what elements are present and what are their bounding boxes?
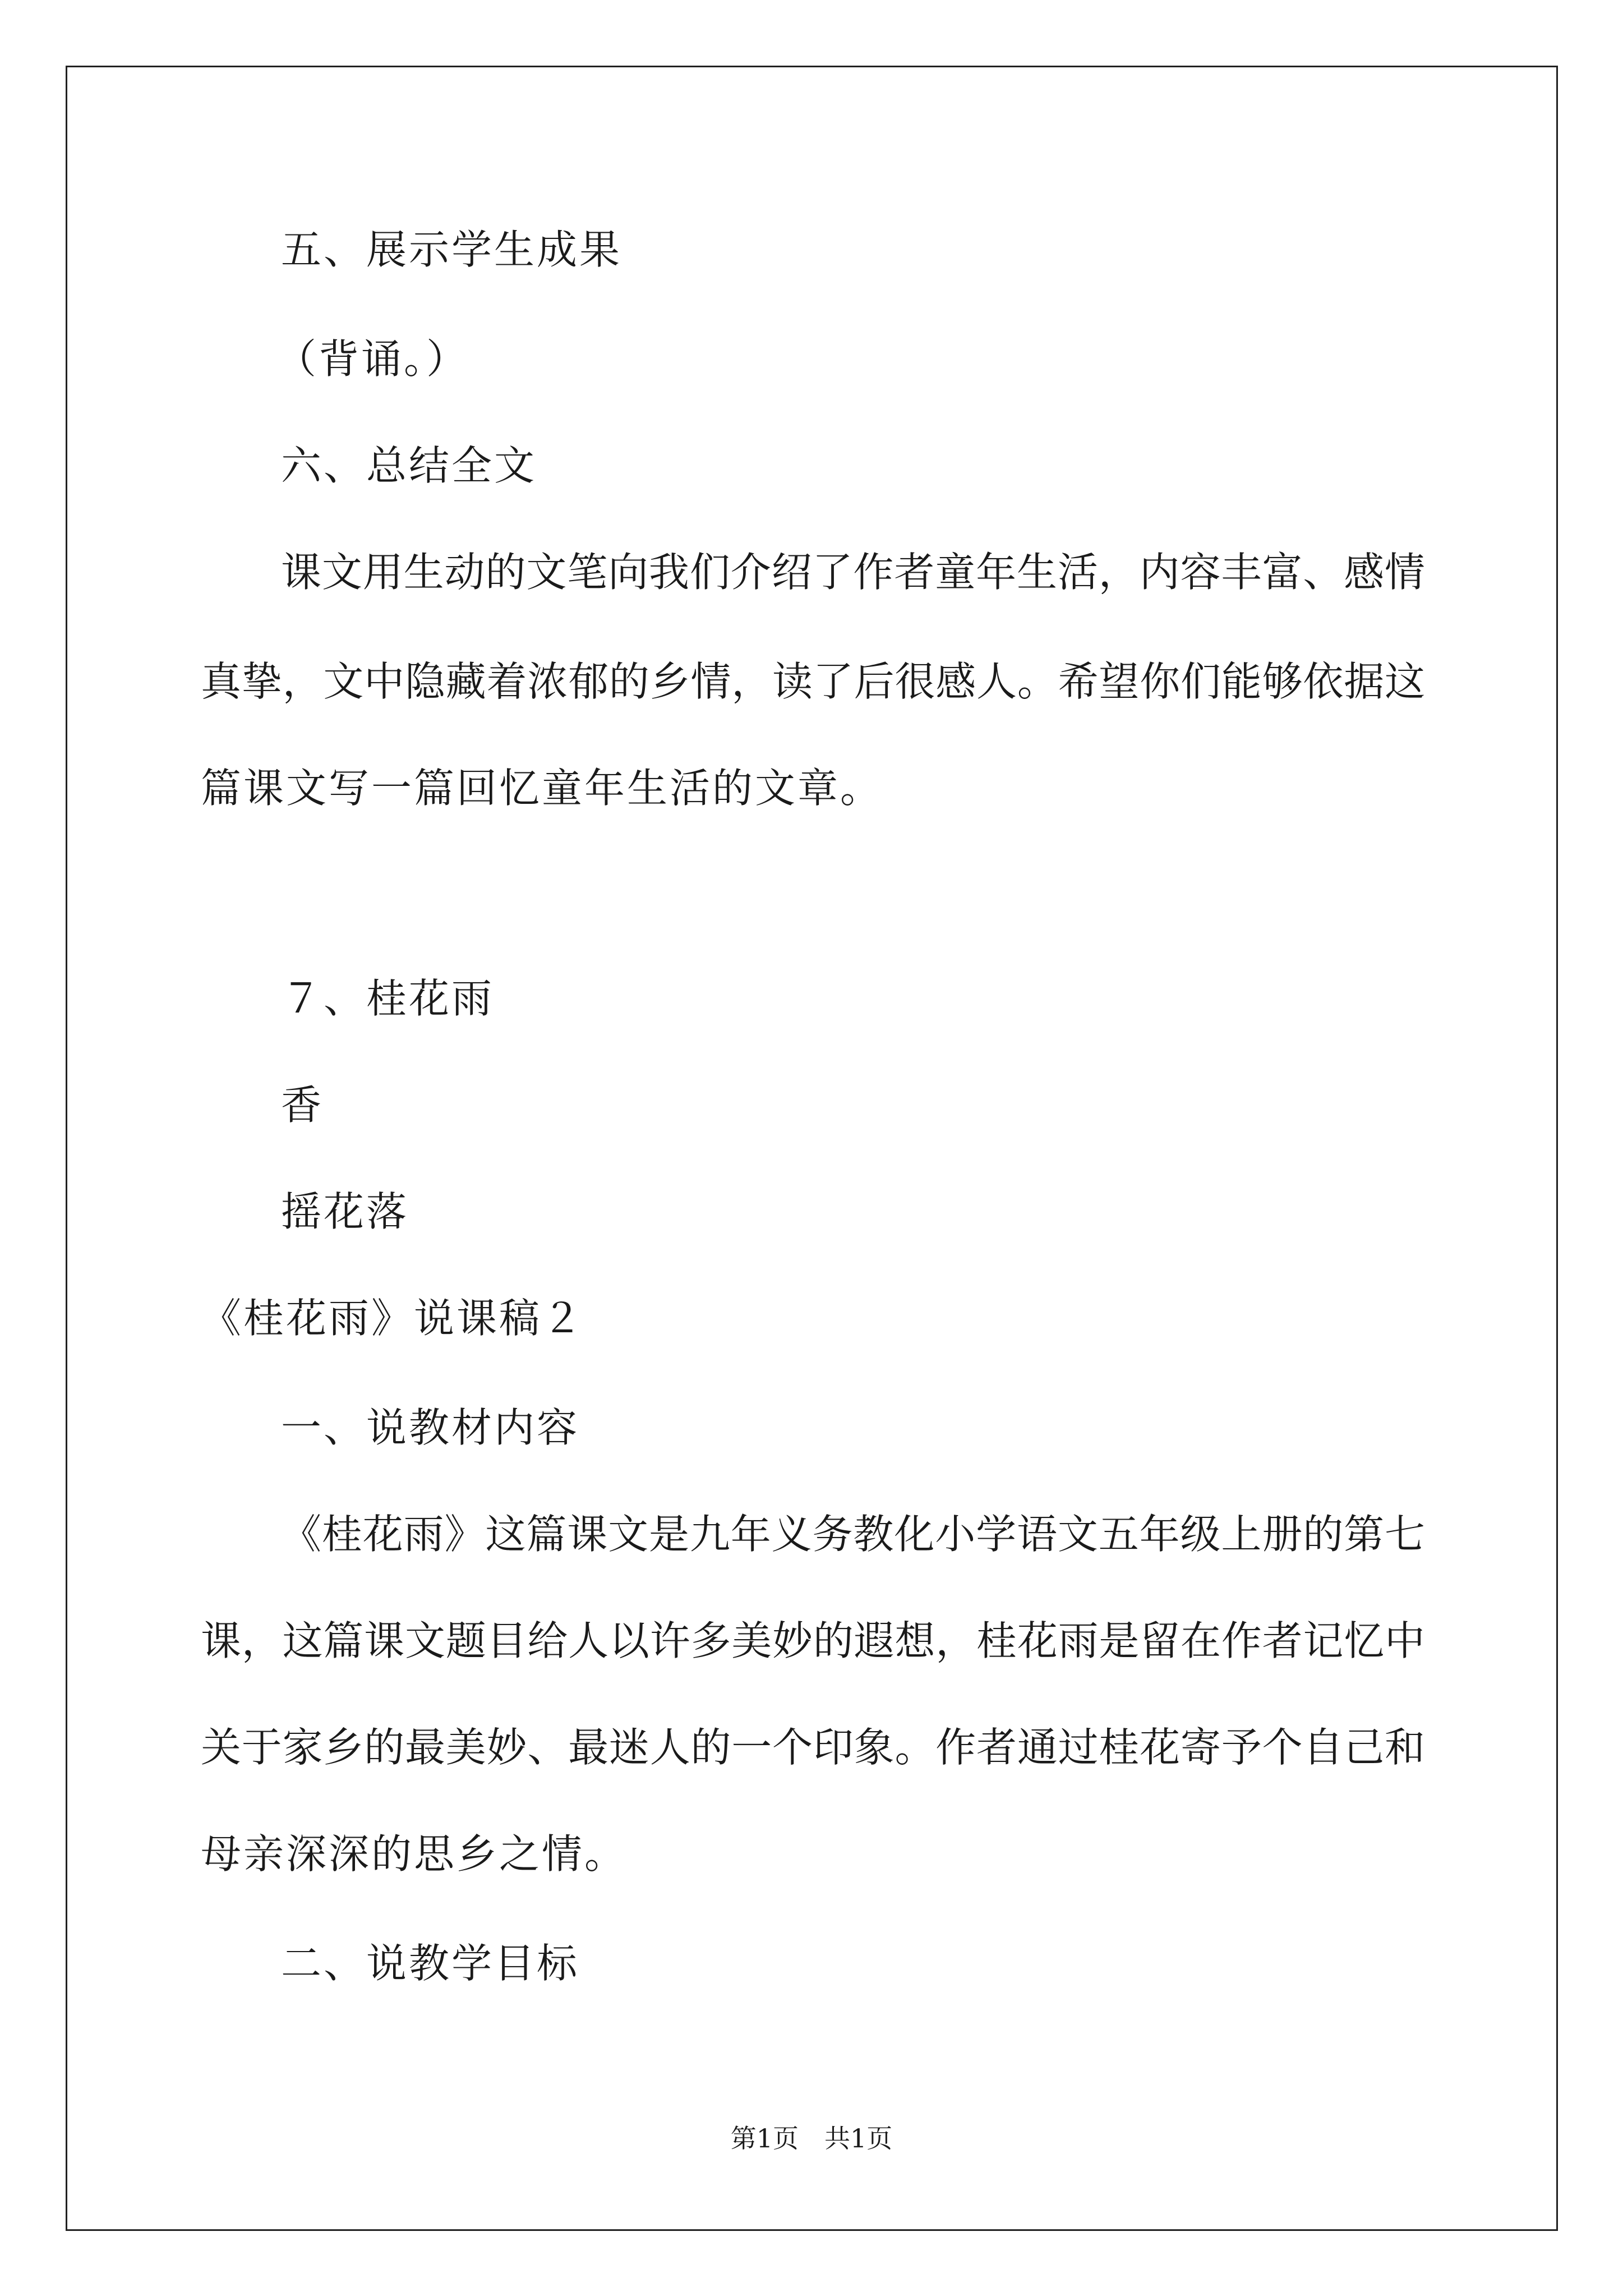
material-line-3: 关于家乡的最美妙、最迷人的一个印象。作者通过桂花寄予个自己和 xyxy=(201,1724,1425,1771)
material-line-2: 课，这篇课文题目给人以许多美妙的遐想，桂花雨是留在作者记忆中 xyxy=(201,1617,1425,1664)
page-border xyxy=(66,66,1558,2231)
heading-two: 二、说教学目标 xyxy=(281,1940,580,1987)
material-line-4: 母亲深深的思乡之情。 xyxy=(201,1830,628,1878)
heading-five: 五、展示学生成果 xyxy=(281,226,623,273)
heading-one: 一、说教材内容 xyxy=(281,1404,580,1451)
section-title: 《桂花雨》说课稿２ xyxy=(201,1295,585,1342)
page-number: 第1页 共1页 xyxy=(730,2123,893,2154)
material-line-1: 《桂花雨》这篇课文是九年义务教化小学语文五年级上册的第七 xyxy=(281,1511,1425,1558)
summary-line-2: 真挚，文中隐藏着浓郁的乡情，读了后很感人。希望你们能够依据这 xyxy=(201,658,1425,705)
lesson-title: ７、桂花雨 xyxy=(281,975,495,1022)
recite-note: （背诵。） xyxy=(276,335,469,383)
summary-line-3: 篇课文写一篇回忆童年生活的文章。 xyxy=(201,765,883,812)
board-word-shake: 摇花落 xyxy=(281,1188,409,1235)
summary-line-1: 课文用生动的文笔向我们介绍了作者童年生活，内容丰富、感情 xyxy=(281,549,1425,596)
board-word-fragrance: 香 xyxy=(281,1082,324,1129)
heading-six: 六、总结全文 xyxy=(281,442,537,489)
